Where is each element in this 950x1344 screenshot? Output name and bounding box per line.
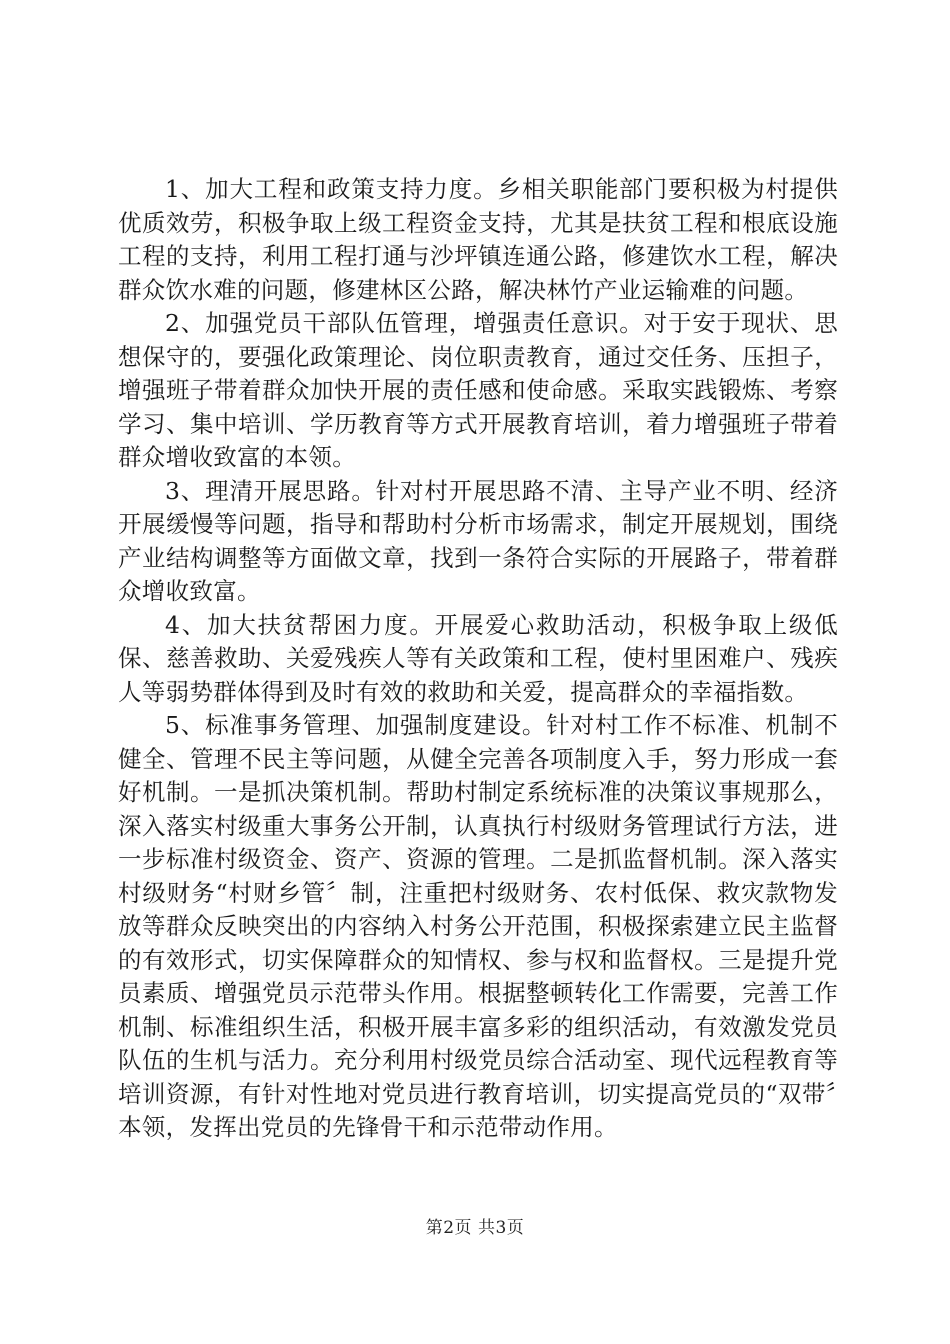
page-number-footer: 第2页 共3页 [425, 1218, 525, 1238]
paragraph-2: 2、加强党员干部队伍管理，增强责任意识。对于安于现状、思想保守的，要强化政策理论、岗位职责教育，通过交任务、压担子，增强班子带着群众加快开展的责任感和使命感。采取实践锻炼、考察学习、集中培训、学历教育等方式开展教育培训，着力增强班子带着群众增收致富的本领。 [118, 309, 838, 471]
paragraph-4: 4、加大扶贫帮困力度。开展爱心救助活动，积极争取上级低保、慈善救助、关爱残疾人等有关政策和工程，使村里困难户、残疾人等弱势群体得到及时有效的救助和关爱，提高群众的幸福指数。 [118, 610, 838, 706]
document-body [118, 173, 838, 1145]
paragraph-1: 1、加大工程和政策支持力度。乡相关职能部门要积极为村提供优质效劳，积极争取上级工程资金支持，尤其是扶贫工程和根底设施工程的支持，利用工程打通与沙坪镇连通公路，修建饮水工程，解决群众饮水难的问题，修建林区公路，解决林竹产业运输难的问题。 [118, 175, 838, 304]
paragraph-5: 5、标准事务管理、加强制度建设。针对村工作不标准、机制不健全、管理不民主等问题，从健全完善各项制度入手，努力形成一套好机制。一是抓决策机制。帮助村制定系统标准的决策议事规那么，深入落实村级重大事务公开制，认真执行村级财务管理试行方法，进一步标准村级资金、资产、资源的管理。二是抓监督机制。深入落实村级财务“村财乡管〞制，注重把村级财务、农村低保、救灾款物发放等群众反映突出的内容纳入村务公开范围，积极探索建立民主监督的有效形式，切实保障群众的知情权、参与权和监督权。三是提升党员素质、增强党员示范带头作用。根据整顿转化工作需要，完善工作机制、标准组织生活，积极开展丰富多彩的组织活动，有效激发党员队伍的生机与活力。充分利用村级党员综合活动室、现代远程教育等培训资源，有针对性地对党员进行教育培训，切实提高党员的“双带〞本领，发挥出党员的先锋骨干和示范带动作用。 [118, 711, 838, 1141]
paragraph-3: 3、理清开展思路。针对村开展思路不清、主导产业不明、经济开展缓慢等问题，指导和帮助村分析市场需求，制定开展规划，围绕产业结构调整等方面做文章，找到一条符合实际的开展路子，带着群众增收致富。 [118, 476, 838, 605]
